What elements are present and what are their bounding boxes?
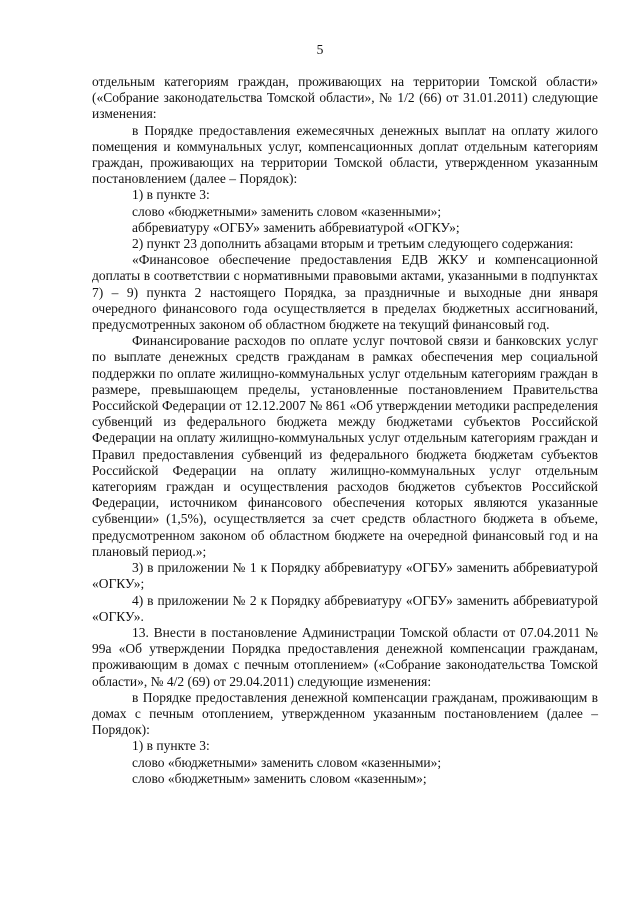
paragraph: слово «бюджетными» заменить словом «казенными»; [132,203,442,219]
paragraph: отдельным категориям граждан, проживающих на территории Томской области» («Собрание законодательства Томской области», № 1/2 (66) от 31.01.2011) следующие изменения: [92,74,598,122]
paragraph: аббревиатуру «ОГБУ» заменить аббревиатурой «ОГКУ»; [132,219,460,235]
page-number: 5 [316,42,324,57]
paragraph: в Порядке предоставления ежемесячных денежных выплат на оплату жилого помещения и коммунальных услуг, компенсационных доплат отдельным категориям граждан, проживающих на территории Томской области, утвержденном указанным постановлением (далее – Порядок): [92,122,598,187]
paragraph: 1) в пункте 3: [132,738,210,754]
paragraph: в Порядке предоставления денежной компенсации гражданам, проживающим в домах с печным отоплением, утвержденном указанным постановлением (далее – Порядок): [92,689,598,738]
paragraph: Финансирование расходов по оплате услуг почтовой связи и банковских услуг по выплате денежных средств гражданам в рамках обеспечения мер социальной поддержки по оплате жилищно-коммунальных услуг отдельным категориям граждан в размере, превышающем пределы, установленные постановлением Правительства Российской Федерации от 12.12.2007 № 861 «Об утверждении методики распределения субвенций из федерального бюджета между бюджетами субъектов Российской Федерации на оплату жилищно-коммунальных услуг отдельным категориям граждан и Правил предоставления субвенций из федерального бюджета бюджетам субъектов Российской Федерации на оплату жилищно-коммунальных услуг отдельным категориям граждан и осуществления расходов бюджетов субъектов Российской Федерации, источником финансового обеспечения которых являются указанные субвенции» (1,5%), осуществляется за счет средств областного бюджета в объеме, предусмотренном законом об областном бюджете на очередной финансовый год и на плановый период.»; [92,333,598,559]
paragraph: 2) пункт 23 дополнить абзацами вторым и третьим следующего содержания: [132,236,574,252]
paragraph: слово «бюджетными» заменить словом «казенными»; [132,754,442,770]
paragraph: 1) в пункте 3: [132,187,210,203]
paragraph: слово «бюджетным» заменить словом «казенным»; [132,770,427,786]
paragraph: 13. Внести в постановление Администрации Томской области от 07.04.2011 № 99а «Об утверждении Порядка предоставления денежной компенсации гражданам, проживающим в домах с печным отоплением» («Собрание законодательства Томской области», № 4/2 (69) от 29.04.2011) следующие изменения: [92,624,598,689]
document-body [92,74,598,787]
paragraph: 3) в приложении № 1 к Порядку аббревиатуру «ОГБУ» заменить аббревиатурой «ОГКУ»; [92,560,598,592]
paragraph: «Финансовое обеспечение предоставления ЕДВ ЖКУ и компенсационной доплаты в соответствии с нормативными правовыми актами, указанными в подпунктах 7) – 9) пункта 2 настоящего Порядка, за праздничные и выходные дни января очередного финансового года осуществляется в пределах бюджетных ассигнований, предусмотренных законом об областном бюджете на текущий финансовый год. [92,252,598,333]
paragraph: 4) в приложении № 2 к Порядку аббревиатуру «ОГБУ» заменить аббревиатурой «ОГКУ». [92,592,598,624]
